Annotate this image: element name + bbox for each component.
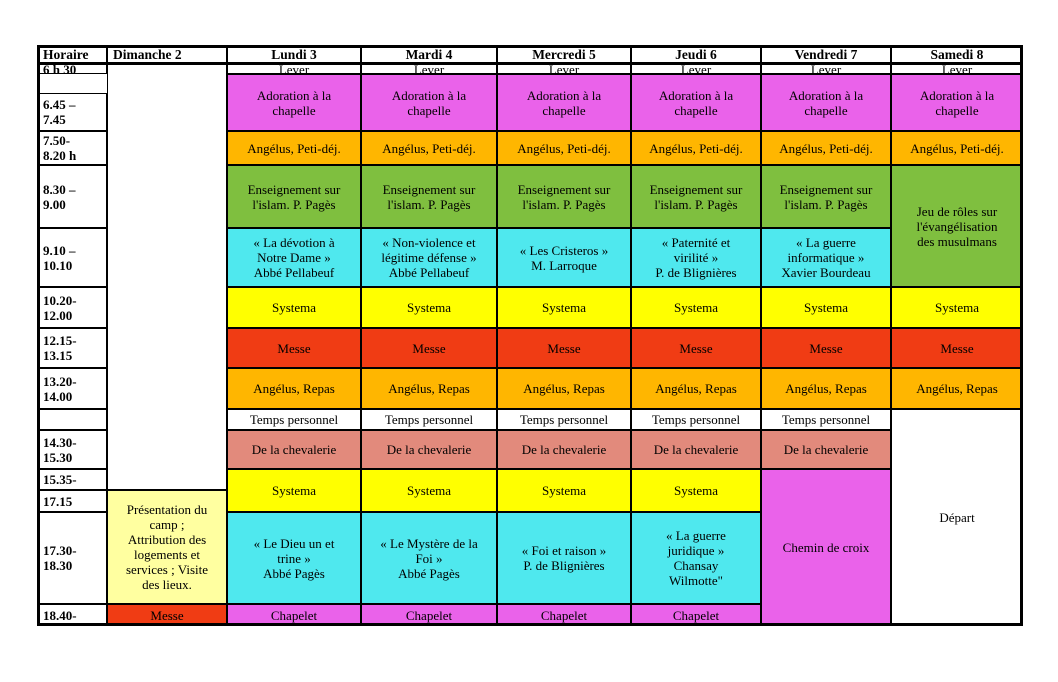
jeudi-enseignement: Enseignement sur l'islam. P. Pagès: [631, 165, 761, 228]
time-slot: 15.35-: [37, 469, 107, 490]
vendredi-angelus-repas: Angélus, Repas: [761, 368, 891, 409]
lundi-enseignement: Enseignement sur l'islam. P. Pagès: [227, 165, 361, 228]
mercredi-enseignement: Enseignement sur l'islam. P. Pagès: [497, 165, 631, 228]
time-slot: 14.30- 15.30: [37, 430, 107, 469]
header-day-5: Vendredi 7: [761, 45, 891, 64]
vendredi-conference-1: « La guerre informatique » Xavier Bourdeau: [761, 228, 891, 287]
vendredi-messe: Messe: [761, 328, 891, 368]
samedi-angelus-repas: Angélus, Repas: [891, 368, 1023, 409]
mardi-conference-2: « Le Mystère de la Foi » Abbé Pagès: [361, 512, 497, 604]
vendredi-adoration: Adoration à la chapelle: [761, 74, 891, 131]
mardi-angelus-petidej: Angélus, Peti-déj.: [361, 131, 497, 165]
mardi-conference-1: « Non-violence et légitime défense » Abbé Pellabeuf: [361, 228, 497, 287]
mercredi-chapelet: Chapelet: [497, 604, 631, 626]
mercredi-conference-1: « Les Cristeros » M. Larroque: [497, 228, 631, 287]
mercredi-systema: Systema: [497, 287, 631, 328]
time-slot: 17.30- 18.30: [37, 512, 107, 604]
time-slot: [37, 409, 107, 430]
vendredi-systema: Systema: [761, 287, 891, 328]
lundi-adoration: Adoration à la chapelle: [227, 74, 361, 131]
time-slot: 9.10 – 10.10: [37, 228, 107, 287]
time-slot: 12.15- 13.15: [37, 328, 107, 368]
mercredi-angelus-repas: Angélus, Repas: [497, 368, 631, 409]
jeudi-conference-2: « La guerre juridique » Chansay Wilmotte": [631, 512, 761, 604]
lundi-conference-2: « Le Dieu un et trine » Abbé Pagès: [227, 512, 361, 604]
header-day-2: Mardi 4: [361, 45, 497, 64]
time-slot: 13.20- 14.00: [37, 368, 107, 409]
mercredi-conference-2: « Foi et raison » P. de Blignières: [497, 512, 631, 604]
samedi-messe: Messe: [891, 328, 1023, 368]
jeudi-angelus-petidej: Angélus, Peti-déj.: [631, 131, 761, 165]
mercredi-temps-personnel: Temps personnel: [497, 409, 631, 430]
samedi-adoration: Adoration à la chapelle: [891, 74, 1023, 131]
vendredi-chemin-croix: Chemin de croix: [761, 469, 891, 626]
samedi-lever: Lever: [891, 64, 1023, 74]
time-slot: 6 h 30: [37, 64, 107, 74]
mardi-lever: Lever: [361, 64, 497, 74]
lundi-chevalerie: De la chevalerie: [227, 430, 361, 469]
mardi-chevalerie: De la chevalerie: [361, 430, 497, 469]
mercredi-adoration: Adoration à la chapelle: [497, 74, 631, 131]
header-day-4: Jeudi 6: [631, 45, 761, 64]
lundi-temps-personnel: Temps personnel: [227, 409, 361, 430]
lundi-systema-2: Systema: [227, 469, 361, 512]
mercredi-messe: Messe: [497, 328, 631, 368]
lundi-angelus-petidej: Angélus, Peti-déj.: [227, 131, 361, 165]
dimanche-messe: Messe: [107, 604, 227, 626]
mardi-chapelet: Chapelet: [361, 604, 497, 626]
dimanche-blank: [107, 64, 227, 490]
header-day-3: Mercredi 5: [497, 45, 631, 64]
lundi-messe: Messe: [227, 328, 361, 368]
time-slot: 6.45 – 7.45: [37, 93, 107, 131]
dimanche-presentation: Présentation du camp ; Attribution des logements et services ; Visite des lieux.: [107, 490, 227, 604]
vendredi-angelus-petidej: Angélus, Peti-déj.: [761, 131, 891, 165]
lundi-systema: Systema: [227, 287, 361, 328]
jeudi-angelus-repas: Angélus, Repas: [631, 368, 761, 409]
vendredi-enseignement: Enseignement sur l'islam. P. Pagès: [761, 165, 891, 228]
samedi-angelus-petidej: Angélus, Peti-déj.: [891, 131, 1023, 165]
mardi-systema: Systema: [361, 287, 497, 328]
header-day-6: Samedi 8: [891, 45, 1023, 64]
samedi-systema: Systema: [891, 287, 1023, 328]
vendredi-lever: Lever: [761, 64, 891, 74]
time-slot: 7.50- 8.20 h: [37, 131, 107, 165]
jeudi-temps-personnel: Temps personnel: [631, 409, 761, 430]
time-slot: 18.40-: [37, 604, 107, 626]
lundi-conference-1: « La dévotion à Notre Dame » Abbé Pellabeuf: [227, 228, 361, 287]
lundi-chapelet: Chapelet: [227, 604, 361, 626]
lundi-angelus-repas: Angélus, Repas: [227, 368, 361, 409]
jeudi-systema-2: Systema: [631, 469, 761, 512]
samedi-jeu-roles: Jeu de rôles sur l'évangélisation des musulmans: [891, 165, 1023, 287]
time-slot: 17.15: [37, 490, 107, 512]
mardi-enseignement: Enseignement sur l'islam. P. Pagès: [361, 165, 497, 228]
samedi-depart: Départ: [891, 409, 1023, 626]
vendredi-chevalerie: De la chevalerie: [761, 430, 891, 469]
header-day-1: Lundi 3: [227, 45, 361, 64]
mardi-temps-personnel: Temps personnel: [361, 409, 497, 430]
jeudi-adoration: Adoration à la chapelle: [631, 74, 761, 131]
mardi-angelus-repas: Angélus, Repas: [361, 368, 497, 409]
jeudi-chapelet: Chapelet: [631, 604, 761, 626]
header-dimanche: Dimanche 2: [107, 45, 227, 64]
jeudi-systema: Systema: [631, 287, 761, 328]
mercredi-angelus-petidej: Angélus, Peti-déj.: [497, 131, 631, 165]
mercredi-systema-2: Systema: [497, 469, 631, 512]
lundi-lever: Lever: [227, 64, 361, 74]
vendredi-temps-personnel: Temps personnel: [761, 409, 891, 430]
mercredi-chevalerie: De la chevalerie: [497, 430, 631, 469]
jeudi-conference-1: « Paternité et virilité » P. de Blignières: [631, 228, 761, 287]
mardi-systema-2: Systema: [361, 469, 497, 512]
jeudi-lever: Lever: [631, 64, 761, 74]
time-slot: 10.20- 12.00: [37, 287, 107, 328]
jeudi-chevalerie: De la chevalerie: [631, 430, 761, 469]
time-slot: 8.30 – 9.00: [37, 165, 107, 228]
jeudi-messe: Messe: [631, 328, 761, 368]
mardi-messe: Messe: [361, 328, 497, 368]
header-horaire: Horaire: [37, 45, 107, 64]
mardi-adoration: Adoration à la chapelle: [361, 74, 497, 131]
mercredi-lever: Lever: [497, 64, 631, 74]
